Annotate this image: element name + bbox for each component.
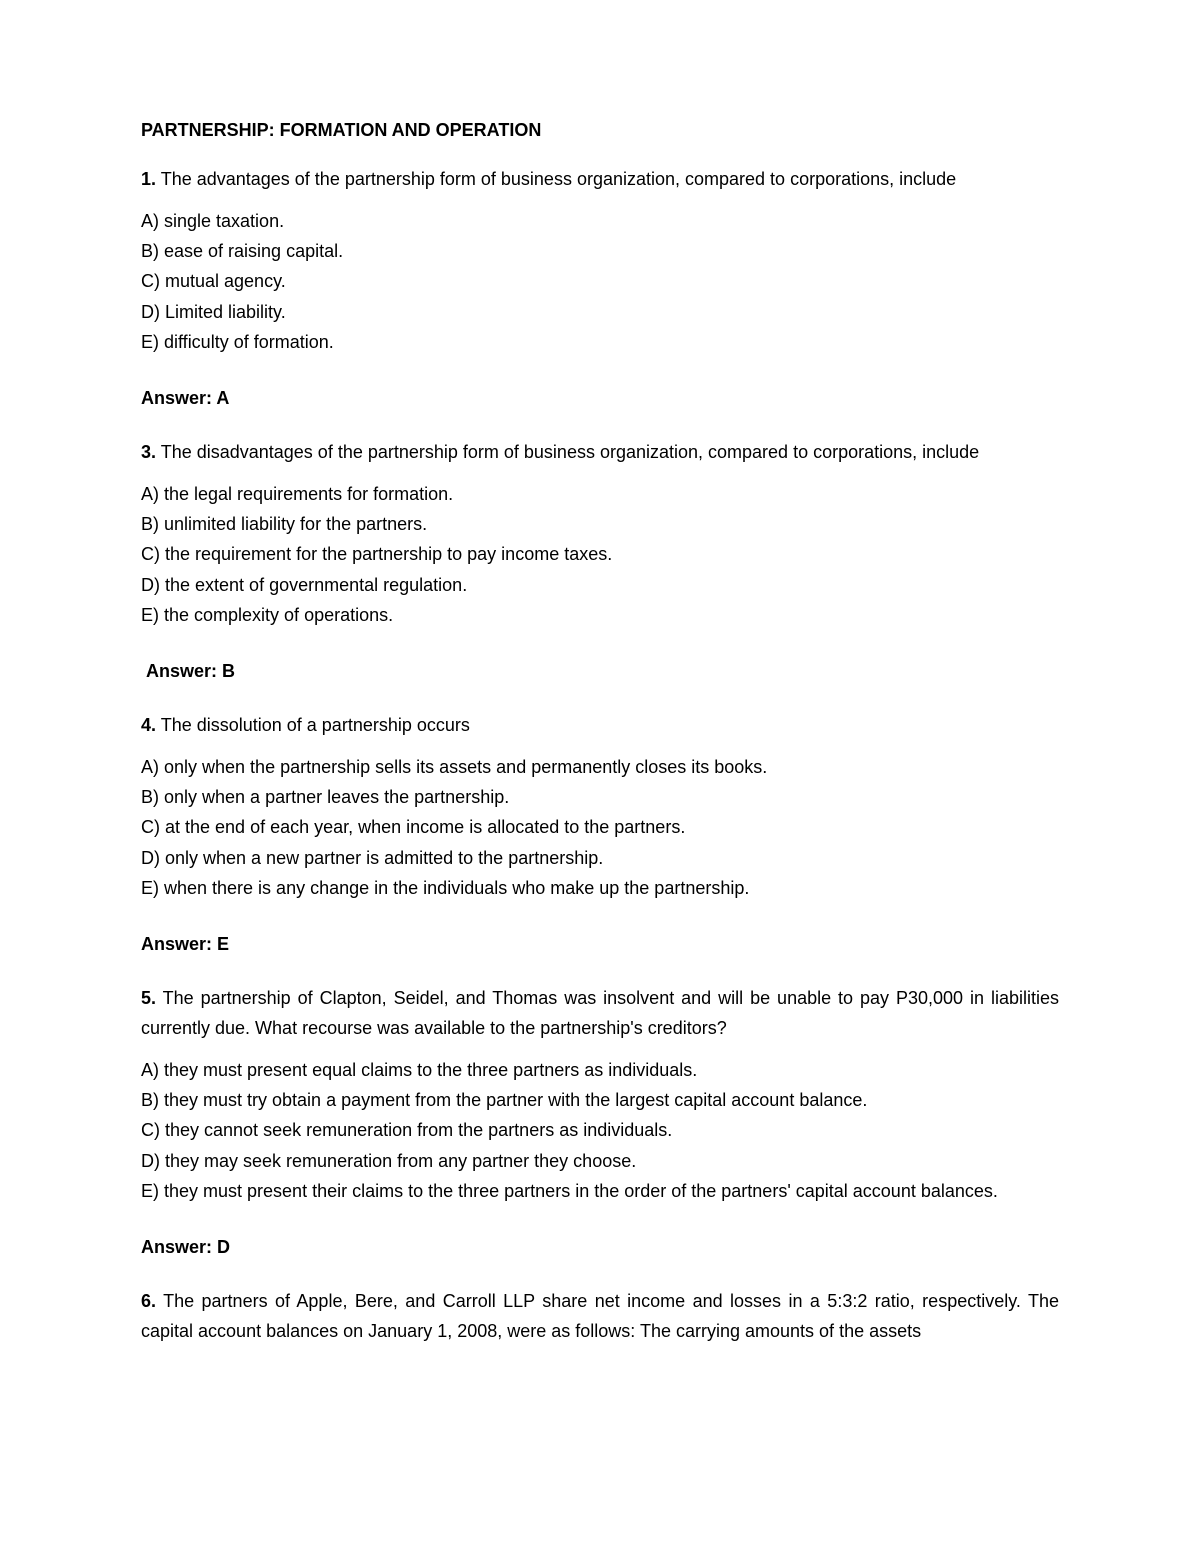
question-1: [141, 164, 1059, 413]
option-d: D) Limited liability.: [141, 301, 286, 322]
question-body: The disadvantages of the partnership form of business organization, compared to corporations, include: [160, 442, 980, 463]
option-c: C) they cannot seek remuneration from the partners as individuals.: [141, 1120, 673, 1141]
question-number: 5.: [141, 988, 157, 1009]
answer-line: Answer: A: [141, 388, 230, 409]
question-text: [141, 1286, 1059, 1346]
question-number: 4.: [141, 715, 157, 736]
answer-line: Answer: D: [141, 1237, 231, 1258]
option-c: C) the requirement for the partnership to pay income taxes.: [141, 544, 613, 565]
option-e: E) difficulty of formation.: [141, 331, 334, 352]
option-c: C) at the end of each year, when income is allocated to the partners.: [141, 817, 686, 838]
option-list: [141, 752, 1059, 903]
question-number: 1.: [141, 169, 157, 189]
option-d: D) only when a new partner is admitted to the partnership.: [141, 847, 604, 868]
question-text: [141, 164, 1059, 194]
answer-line: Answer: E: [141, 934, 230, 955]
option-list: [141, 206, 1059, 357]
question-text: [141, 710, 1059, 740]
option-a: A) single taxation.: [141, 211, 285, 231]
option-e: E) the complexity of operations.: [141, 604, 394, 625]
option-a: A) only when the partnership sells its assets and permanently closes its books.: [141, 757, 768, 778]
option-b: B) unlimited liability for the partners.: [141, 514, 428, 535]
document-title: PARTNERSHIP: FORMATION AND OPERATION: [141, 120, 542, 140]
option-list: [141, 1055, 1059, 1206]
question-body: The advantages of the partnership form of business organization, compared to corporations, include: [160, 169, 957, 189]
option-d: D) the extent of governmental regulation.: [141, 574, 468, 595]
question-5: [141, 983, 1059, 1262]
option-b: B) they must try obtain a payment from the partner with the largest capital account balance.: [141, 1090, 868, 1111]
question-4: [141, 710, 1059, 959]
question-3: [141, 437, 1059, 686]
option-e: E) when there is any change in the individuals who make up the partnership.: [141, 877, 750, 898]
question-number: 3.: [141, 442, 157, 463]
option-a: A) they must present equal claims to the three partners as individuals.: [141, 1060, 698, 1081]
question-body: The partnership of Clapton, Seidel, and Thomas was insolvent and will be unable to pay P30,000 in liabilities currently due. What recourse was available to the partnership's creditors?: [141, 988, 1059, 1039]
option-e: E) they must present their claims to the three partners in the order of the partners' capital account balances.: [141, 1180, 998, 1201]
option-d: D) they may seek remuneration from any partner they choose.: [141, 1150, 637, 1171]
question-number: 6.: [141, 1291, 157, 1312]
option-a: A) the legal requirements for formation.: [141, 484, 454, 505]
option-b: B) ease of raising capital.: [141, 241, 344, 262]
question-text: [141, 983, 1059, 1043]
option-c: C) mutual agency.: [141, 271, 286, 292]
answer-line: Answer: B: [146, 661, 236, 682]
question-body: The dissolution of a partnership occurs: [160, 715, 470, 736]
question-body: The partners of Apple, Bere, and Carroll LLP share net income and losses in a 5:3:2 ratio, respectively. The capital account balances on January 1, 2008, were as follows: The carrying amounts of the assets: [141, 1291, 1059, 1342]
option-list: [141, 479, 1059, 630]
question-6: [141, 1286, 1059, 1346]
question-text: [141, 437, 1059, 467]
option-b: B) only when a partner leaves the partnership.: [141, 787, 510, 808]
